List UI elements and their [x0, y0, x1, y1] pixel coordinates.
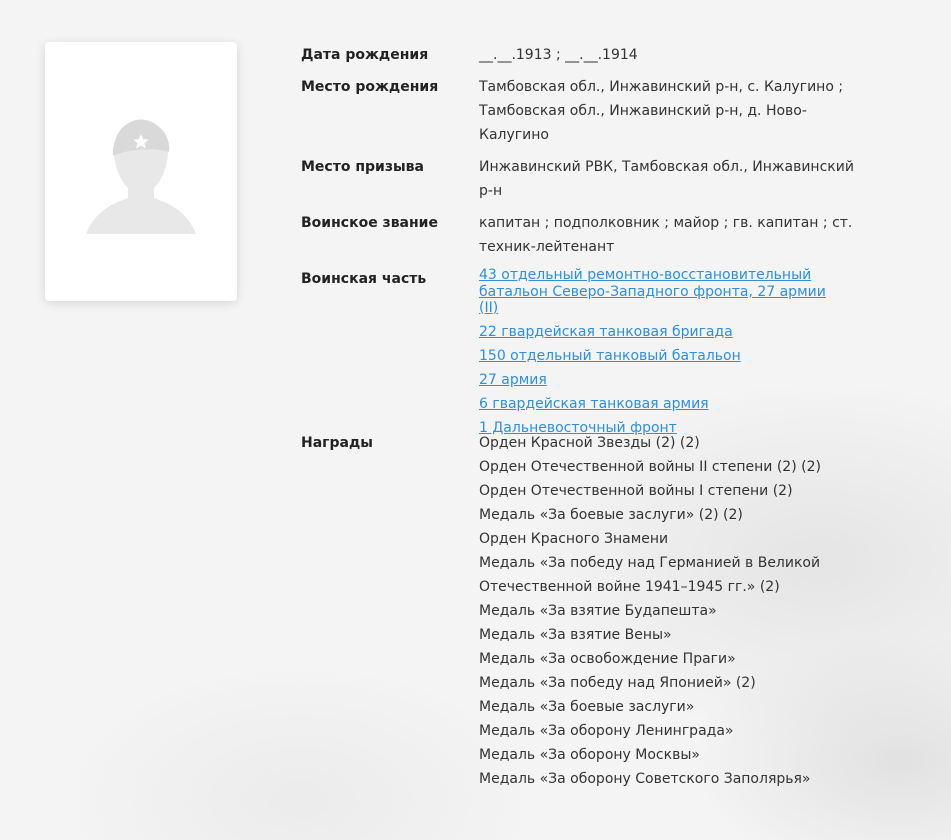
unit-link[interactable]: 150 отдельный танковый батальон [479, 348, 741, 364]
award-item: Медаль «За победу над Германией в Великой [479, 555, 821, 571]
award-item: Медаль «За боевые заслуги» [479, 699, 695, 715]
rank-line: техник-лейтенант [479, 239, 615, 255]
unit-links [479, 267, 839, 444]
unit-link[interactable]: 22 гвардейская танковая бригада [479, 324, 733, 340]
award-item: Медаль «За оборону Ленинграда» [479, 723, 734, 739]
birth-place-line: Калугино [479, 127, 549, 143]
award-item: Медаль «За взятие Будапешта» [479, 603, 717, 619]
award-item: Орден Отечественной войны I степени (2) [479, 483, 793, 499]
awards-label: Награды [301, 435, 373, 451]
award-item: Орден Отечественной войны II степени (2) (2) [479, 459, 821, 475]
photo-placeholder-card [45, 42, 237, 301]
award-item: Медаль «За боевые заслуги» (2) (2) [479, 507, 743, 523]
award-item: Отечественной войне 1941–1945 гг.» (2) [479, 579, 780, 595]
award-item: Медаль «За оборону Советского Заполярья» [479, 771, 811, 787]
birth-place-line: Тамбовская обл., Инжавинский р-н, с. Калугино ; [479, 79, 844, 95]
draft-place-line: р-н [479, 183, 503, 199]
award-item: Медаль «За победу над Японией» (2) [479, 675, 756, 691]
draft-place-value [479, 155, 854, 203]
unit-link[interactable]: 6 гвардейская танковая армия [479, 396, 709, 412]
rank-label: Воинское звание [301, 215, 438, 231]
unit-label: Воинская часть [301, 271, 427, 287]
birth-place-label: Место рождения [301, 79, 439, 95]
award-item: Медаль «За оборону Москвы» [479, 747, 700, 763]
unit-link-text: батальон Северо-Западного фронта, 27 армии (II) [479, 283, 826, 316]
unit-link[interactable] [479, 267, 839, 317]
birth-place-value [479, 75, 844, 147]
birth-date-label: Дата рождения [301, 47, 429, 63]
soldier-silhouette-icon [86, 110, 196, 280]
rank-line: капитан ; подполковник ; майор ; гв. капитан ; ст. [479, 215, 853, 231]
draft-place-label: Место призыва [301, 159, 424, 175]
awards-list [479, 431, 839, 791]
unit-link[interactable]: 27 армия [479, 372, 547, 388]
award-item: Медаль «За взятие Вены» [479, 627, 672, 643]
unit-link-text: 43 отдельный ремонтно-восстановительный [479, 267, 812, 283]
unit-link[interactable]: 1 Дальневосточный фронт [479, 420, 677, 436]
award-item: Орден Красной Звезды (2) (2) [479, 435, 700, 451]
birth-date-value: __.__.1913 ; __.__.1914 [479, 47, 638, 63]
birth-place-line: Тамбовская обл., Инжавинский р-н, д. Ново- [479, 103, 807, 119]
rank-value [479, 211, 853, 259]
draft-place-line: Инжавинский РВК, Тамбовская обл., Инжавинский [479, 159, 854, 175]
award-item: Медаль «За освобождение Праги» [479, 651, 736, 667]
award-item: Орден Красного Знамени [479, 531, 669, 547]
